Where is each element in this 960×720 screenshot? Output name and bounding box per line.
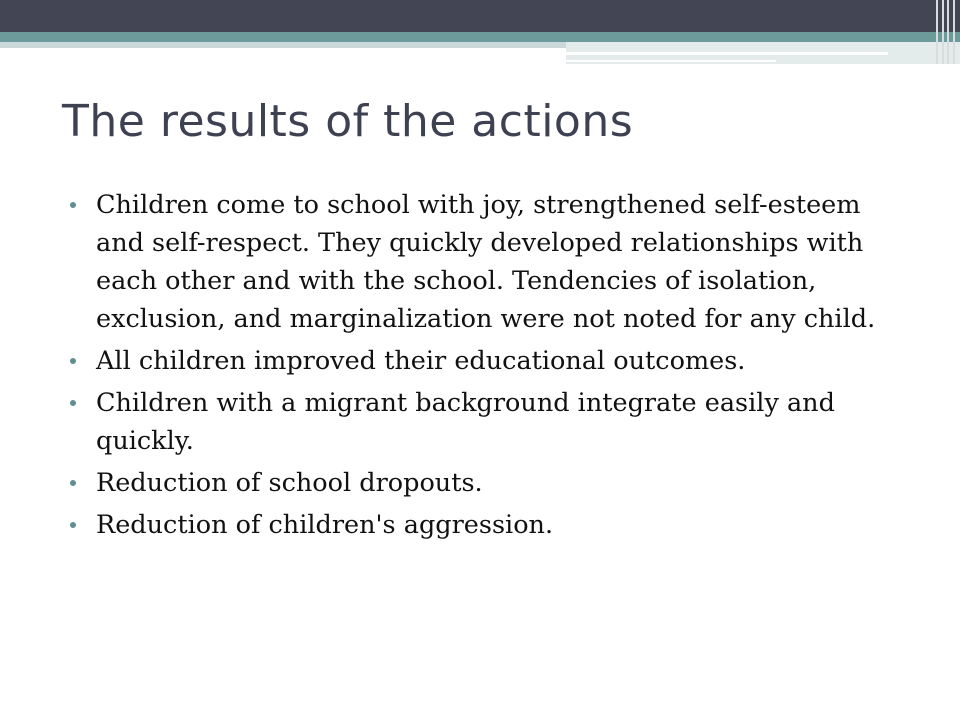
bullet-text: Children come to school with joy, strengthened self-esteem and self-respect. They quickly developed relationships with each other and with the school. Tendencies of isolation, exclusion, and marginalization were not noted for any child.	[96, 190, 876, 334]
bullet-text: Reduction of school dropouts.	[96, 468, 483, 498]
bullet-text: Children with a migrant background integrate easily and quickly.	[96, 388, 835, 456]
bullet-item	[70, 342, 910, 380]
bullet-list	[70, 186, 910, 548]
bullet-marker-icon	[70, 480, 76, 486]
bullet-item	[70, 186, 910, 338]
bullet-text: All children improved their educational outcomes.	[96, 346, 746, 376]
header-band	[0, 0, 960, 32]
header-decor-line	[566, 60, 776, 62]
header-edge-lines	[930, 0, 960, 64]
edge-line	[947, 0, 949, 64]
header-decor-line	[566, 52, 888, 55]
bullet-marker-icon	[70, 358, 76, 364]
edge-line	[936, 0, 938, 64]
bullet-marker-icon	[70, 400, 76, 406]
edge-line	[942, 0, 944, 64]
bullet-marker-icon	[70, 202, 76, 208]
bullet-text: Reduction of children's aggression.	[96, 510, 554, 540]
slide-title: The results of the actions	[62, 96, 634, 147]
bullet-item	[70, 506, 910, 544]
bullet-item	[70, 384, 910, 460]
edge-line	[953, 0, 955, 64]
bullet-item	[70, 464, 910, 502]
header-accent-stripe	[0, 32, 960, 42]
bullet-marker-icon	[70, 522, 76, 528]
